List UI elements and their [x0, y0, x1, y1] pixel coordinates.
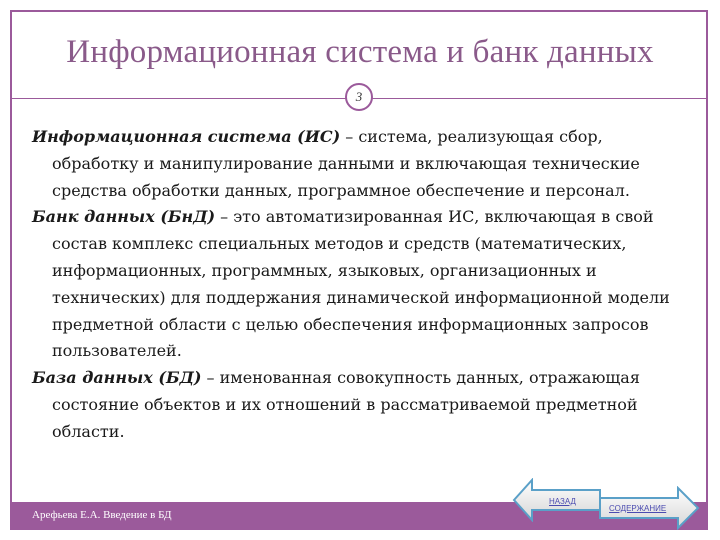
- definition-text: – именованная совокупность данных, отражающая состояние объектов и их отношений в рассматриваемой предметной области.: [52, 368, 640, 441]
- definition-term: База данных (БД): [32, 368, 202, 388]
- footer-author: Арефьева Е.А. Введение в БД: [32, 509, 172, 521]
- definition-text: – это автоматизированная ИС, включающая в свой состав комплекс специальных методов и средств (математических, информационных, программных, языковых, организационных и технических) для поддержания динамической информационной модели предметной области с целью обеспечения информационных запросов пользователей.: [52, 207, 670, 361]
- definition-paragraph: [32, 124, 682, 204]
- definition-paragraph: [32, 204, 682, 365]
- slide-content: [32, 124, 682, 446]
- definition-paragraph: [32, 365, 682, 445]
- page-number-badge: 3: [345, 83, 373, 111]
- definition-text: – система, реализующая сбор, обработку и манипулирование данными и включающая технические средства обработки данных, программное обеспечение и персонал.: [52, 127, 640, 200]
- back-label: НАЗАД: [549, 497, 576, 506]
- contents-button[interactable]: [598, 486, 700, 530]
- contents-label: СОДЕРЖАНИЕ: [609, 504, 667, 513]
- slide-title: Информационная система и банк данных: [66, 34, 654, 70]
- definition-term: Информационная система (ИС): [32, 127, 341, 146]
- definition-term: Банк данных (БнД): [32, 207, 216, 227]
- back-button[interactable]: [512, 478, 604, 522]
